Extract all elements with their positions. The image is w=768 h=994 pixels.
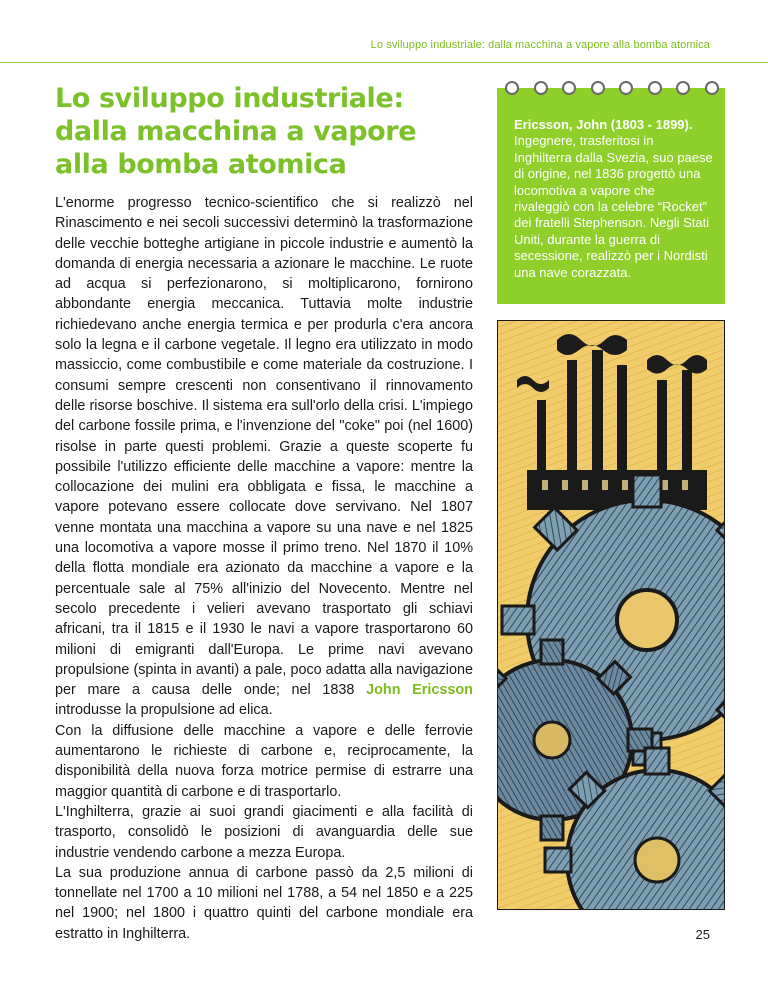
note-text: Ingegnere, trasferitosi in Inghilterra dalla Svezia, suo paese di origine, nel 1836 progettò una locomotiva a vapore che rivaleggiò con la celebre “Rocket” dei fratelli Stephenson. Negli Stati Uniti, durante la guerra di secessione, realizzò per i Nordisti una nave corazzata. bbox=[514, 133, 713, 280]
paragraph-text: introdusse la propulsione ad elica. bbox=[55, 702, 273, 719]
industrial-gears-illustration bbox=[497, 320, 725, 910]
binding-ring bbox=[562, 81, 576, 95]
spiral-binding bbox=[505, 81, 719, 97]
binding-ring bbox=[676, 81, 690, 95]
highlighted-name: John Ericsson bbox=[366, 682, 473, 699]
running-header: Lo sviluppo industriale: dalla macchina a vapore alla bomba atomica bbox=[370, 39, 710, 51]
binding-ring bbox=[619, 81, 633, 95]
paragraph bbox=[55, 193, 473, 721]
note-content bbox=[514, 117, 714, 281]
binding-ring bbox=[648, 81, 662, 95]
title-line: dalla macchina a vapore bbox=[55, 116, 417, 147]
paragraph: Con la diffusione delle macchine a vapore e delle ferrovie aumentarono le richieste di carbone e, reciprocamente, la disponibilità della nuova forza motrice permise di estrarre una maggior quantità di carbone e di trasportarlo. bbox=[55, 722, 473, 800]
page-number: 25 bbox=[695, 927, 710, 942]
sidebar-note bbox=[497, 88, 725, 304]
paragraph: L'Inghilterra, grazie ai suoi grandi giacimenti e alla facilità di trasporto, consolidò le posizioni di avanguardia delle sue industrie vendendo carbone a mezza Europa. bbox=[55, 803, 473, 861]
header-rule bbox=[0, 62, 768, 63]
binding-ring bbox=[591, 81, 605, 95]
woodcut-picture bbox=[497, 320, 725, 910]
binding-ring bbox=[505, 81, 519, 95]
page-title bbox=[55, 82, 455, 181]
title-line: Lo sviluppo industriale: bbox=[55, 83, 404, 114]
note-heading: Ericsson, John (1803 - 1899). bbox=[514, 117, 693, 132]
binding-ring bbox=[534, 81, 548, 95]
title-line: alla bomba atomica bbox=[55, 149, 347, 180]
binding-ring bbox=[705, 81, 719, 95]
article-body bbox=[55, 193, 473, 944]
paragraph-text: L'enorme progresso tecnico-scientifico che si realizzò nel Rinascimento e nei secoli successivi determinò la trasformazione delle vecchie botteghe artigiane in piccole industrie e aumentò la domanda di energia necessaria a azionare le macchine. Le ruote ad acqua si perfezionarono, si moltiplicarono, fornirono abbondante energia meccanica. Tuttavia molte industrie richiedevano anche energia termica e per produrla c'era ancora solo la legna e il carbone vegetale. Il legno era utilizzato in modo massiccio, come combustibile e come materiale da costruzione. I consumi sempre crescenti non consentivano il rinnovamento delle risorse boschive. Il sistema era sull'orlo della crisi. L'impiego del carbone fossile prima, e l'invenzione del "coke" poi (nel 1600) risolse in parte questi problemi. Grazie a queste scoperte fu possibile l'utilizzo efficiente delle macchine a vapore: mentre la collocazione dei mulini era obbligata e fissa, le macchine a vapore potevano essere collocate dove servivano. Nel 1807 venne montata una macchina a vapore su una nave e nel 1825 una locomotiva a vapore mosse il primo treno. Nel 1870 il 10% della flotta mondiale era azionato da macchine a vapore e la percentuale sale al 75% all'inizio del Novecento. Mentre nel secolo precedente i velieri avevano trasportato gli schiavi africani, tra il 1815 e il 1930 le navi a vapore trasportarono 60 milioni di emigranti dall'Europa. Le prime navi avevano propulsione (spinta in avanti) a pale, poco adatta alla navigazione per mare a causa delle onde; nel 1838 bbox=[55, 195, 473, 699]
paragraph: La sua produzione annua di carbone passò da 2,5 milioni di tonnellate nel 1700 a 10 milioni nel 1788, a 54 nel 1850 e a 225 nel 1900; nel 1800 i quattro quinti del carbone mondiale era estratto in Inghilterra. bbox=[55, 864, 473, 942]
